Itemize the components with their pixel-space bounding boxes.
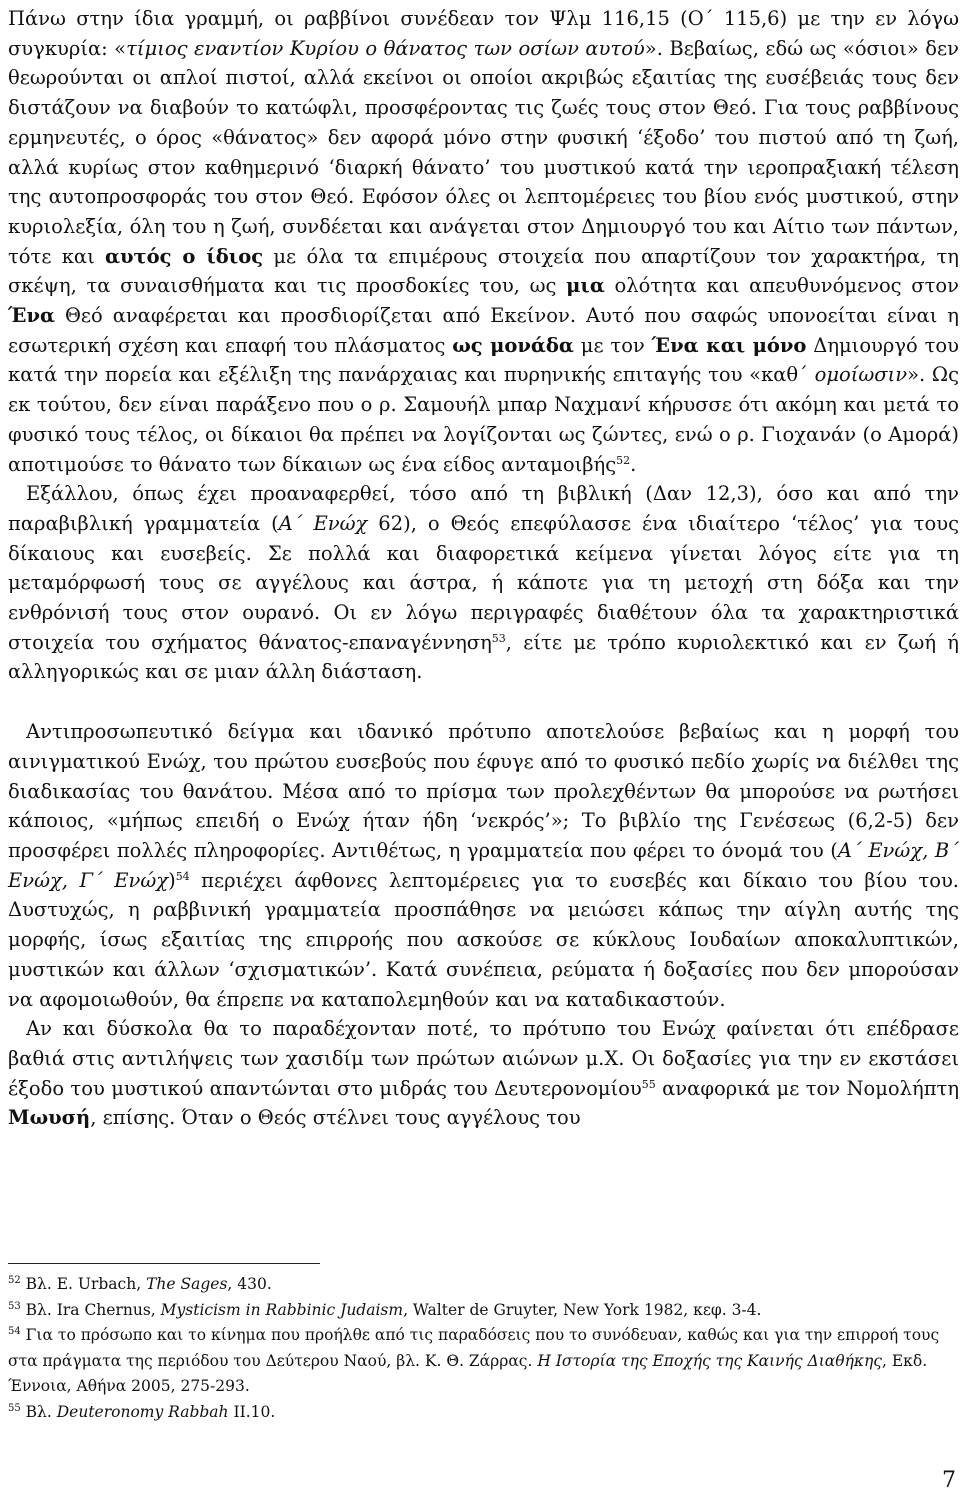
text-run: Βλ. E. Urbach, (25, 1275, 147, 1293)
text-run: , Walter de Gruyter, New York 1982, κεφ. 3-4. (403, 1300, 762, 1319)
emphasis-text: Ένα και μόνο (651, 333, 807, 357)
text-run: , Εκδ. Έννοια, Αθήνα 2005, 275-293. (8, 1351, 928, 1395)
text-run: Βλ. Ira Chernus, (25, 1300, 161, 1319)
italic-text: Α΄ Ενώχ, Β΄ Ενώχ, Γ΄ Ενώχ (8, 838, 959, 892)
page-number: 7 (942, 1468, 956, 1493)
text-run: Εξάλλου, όπως έχει προαναφερθεί, τόσο από τη βιβλική (Δαν 12,3), όσο και από την παραβιβλική γραμματεία ( (8, 482, 959, 535)
text-run: Για το πρόσωπο και το κίνημα που προήλθε από τις παραδόσεις που το συνόδευαν, καθώς και για την επιρροή τους στα πράγματα της περιόδου του Δεύτερου Ναού, βλ. Κ. Θ. Ζάρρας. (8, 1326, 940, 1370)
text-run: ολότητα και απευθυνόμενος στον (604, 274, 959, 298)
paragraph (8, 479, 959, 687)
emphasis-text: Ένα (8, 304, 55, 328)
text-run: , 430. (227, 1275, 272, 1293)
italic-text: Η Ιστορία της Εποχής της Καινής Διαθήκης (537, 1351, 882, 1370)
footnote-ref: 53 (491, 631, 506, 645)
text-run: . (630, 452, 637, 476)
text-run: II.10. (228, 1402, 276, 1421)
footnote-divider (8, 1263, 320, 1264)
italic-text: τίμιος εναντίον Κυρίου ο θάνατος των οσίων αυτού (126, 36, 645, 60)
emphasis-text: μια (566, 274, 605, 298)
footnote-number: 55 (8, 1402, 21, 1414)
text-run: αναφορικά με τον Νομολήπτη (655, 1076, 959, 1100)
footnotes (8, 1272, 959, 1425)
paragraph (8, 4, 959, 479)
text-run: Αντιπροσωπευτικό δείγμα και ιδανικό πρότυπο αποτελούσε βεβαίως και η μορφή του αινιγματικού Ενώχ, του πρώτου ευσεβούς που έφυγε από το φυσικό πεδίο χωρίς να διέλθει της διαδικασίας του θανάτου. Μέσα από το πρίσμα των προλεχθέντων θα μπορούσε να ρωτήσει κάποιος, «μήπως επειδή ο Ενώχ ήταν ήδη ‘νεκρός’»; Το βιβλίο της Γενέσεως (6,2-5) δεν προσφέρει πολλές πληροφορίες. Αντιθέτως, η γραμματεία που φέρει το όνομά του ( (8, 720, 959, 862)
footnote-number: 52 (8, 1275, 21, 1286)
text-run: Θεό αναφέρεται και προσδιορίζεται από Εκείνον. Αυτό που σαφώς υπονοείται είναι η εσωτερική σχέση και επαφή του πλάσματος (8, 304, 959, 357)
footnote-ref: 52 (616, 453, 631, 467)
footnote (8, 1272, 959, 1298)
paragraph (8, 717, 959, 1014)
footnote (8, 1323, 959, 1400)
footnote-number: 53 (8, 1300, 21, 1312)
text-run: περιέχει άφθονες λεπτομέρειες για το ευσεβές και δίκαιο του βίου του. Δυστυχώς, η ραββινική γραμματεία προσπάθησε να μειώσει κάπως την αίγλη αυτής της μορφής, ίσως εξαιτίας της επιρροής που ασκούσε σε κύκλους Ιουδαίων αποκαλυπτικών, μυστικών και άλλων ‘σχισματικών’. Κατά συνέπεια, ρεύματα ή δοξασίες που δεν μπορούσαν να αφομοιωθούν, θα έπρεπε να καταπολεμηθούν και να καταδικαστούν. (8, 868, 960, 1011)
italic-text: The Sages (146, 1275, 228, 1293)
main-text (8, 4, 959, 1133)
text-run: με τον (573, 333, 652, 357)
text-run: Βλ. (25, 1402, 57, 1421)
text-run: , είτε με τρόπο κυριολεκτικό και εν ζωή ή αλληγορικώς και σε μιαν άλλη διάσταση. (8, 630, 959, 684)
paragraph-gap (8, 687, 959, 717)
footnote-number: 54 (8, 1326, 21, 1337)
italic-text: Mysticism in Rabbinic Judaism (160, 1300, 404, 1319)
text-run: 62), ο Θεός επεφύλασσε ένα ιδιαίτερο ‘τέλος’ για τους δίκαιους και ευσεβείς. Σε πολλά και διαφορετικά κείμενα γίνεται λόγος είτε για τη μεταμόρφωσή τους σε αγγέλους και άστρα, ή κάποτε για τη μετοχή στη δόξα και την ενθρόνισή τους στον ουρανό. Οι εν λόγω περιγραφές διαθέτουν όλα τα χαρακτηριστικά στοιχεία του σχήματος θάνατος-επαναγέννηση (8, 511, 959, 654)
text-run: Αν και δύσκολα θα το παραδέχονταν ποτέ, το πρότυπο του Ενώχ φαίνεται ότι επέδρασε βαθιά στις αντιλήψεις των χασιδίμ των πρώτων αιώνων μ.Χ. Οι δοξασίες για την εν εκστάσει έξοδο του μυστικού απαντώνται στο μιδράς του Δευτερονομίου (8, 1017, 959, 1100)
text-run: με όλα τα επιμέρους στοιχεία που απαρτίζουν τον χαρακτήρα, τη σκέψη, τα συναισθήματα και τις προσδοκίες του, ως (8, 244, 959, 298)
text-run: , επίσης. Όταν ο Θεός στέλνει τους αγγέλους του (90, 1106, 581, 1130)
emphasis-text: ως μονάδα (452, 333, 574, 357)
text-run: ) (168, 868, 176, 892)
italic-text: ομοίωσιν (814, 363, 908, 387)
footnote-ref: 54 (175, 869, 190, 883)
text-run: ». Βεβαίως, εδώ ως «όσιοι» δεν θεωρούνται οι απλοί πιστοί, αλλά εκείνοι οι οποίοι ακριβώς εξαιτίας της ευσέβειάς τους δεν διστάζουν να διαβούν το κατώφλι, προσφέροντας τις ζωές τους στον Θεό. Για τους ραββίνους ερμηνευτές, ο όρος «θάνατος» δεν αφορά μόνο στην φυσική ‘έξοδο’ του πιστού από τη ζωή, αλλά κυρίως στον καθημερινό ‘διαρκή θάνατο’ του μυστικού κατά την ιεροπραξιακή τέλεση της αυτοπροσφοράς του στον Θεό. Εφόσον όλες οι λεπτομέρειες του βίου ενός μυστικού, στην κυριολεξία, όλη του η ζωή, συνδέεται και ανάγεται στον Δημιουργό του και Αίτιο των πάντων, τότε και (8, 36, 959, 268)
italic-text: Α΄ Ενώχ (278, 511, 368, 535)
footnote (8, 1400, 959, 1426)
page-body (8, 4, 959, 1133)
italic-text: Deuteronomy Rabbah (56, 1402, 229, 1421)
text-run: Πάνω στην ίδια γραμμή, οι ραββίνοι συνέδεαν τον Ψλμ 116,15 (Ο΄ 115,6) με την εν λόγω συγκυρία: « (8, 7, 959, 60)
footnote (8, 1298, 959, 1324)
emphasis-text: αυτός ο ίδιος (105, 244, 264, 268)
text-run: ». Ως εκ τούτου, δεν είναι παράξενο που ο ρ. Σαμουήλ μπαρ Ναχμανί κήρυσσε ότι ακόμη και μετά το φυσικό τους τέλος, οι δίκαιοι θα πρέπει να λογίζονται ως ζώντες, ενώ ο ρ. Γιοχανάν (ο Αμορά) αποτιμούσε το θάνατο των δίκαιων ως ένα είδος ανταμοιβής (8, 363, 959, 476)
emphasis-text: Μωυσή (8, 1106, 91, 1130)
text-run: Δημιουργό του κατά την πορεία και εξέλιξη της πανάρχαιας και πυρηνικής επιταγής του «καθ΄ (8, 333, 959, 387)
footnote-ref: 55 (641, 1077, 656, 1091)
paragraph (8, 1014, 959, 1133)
